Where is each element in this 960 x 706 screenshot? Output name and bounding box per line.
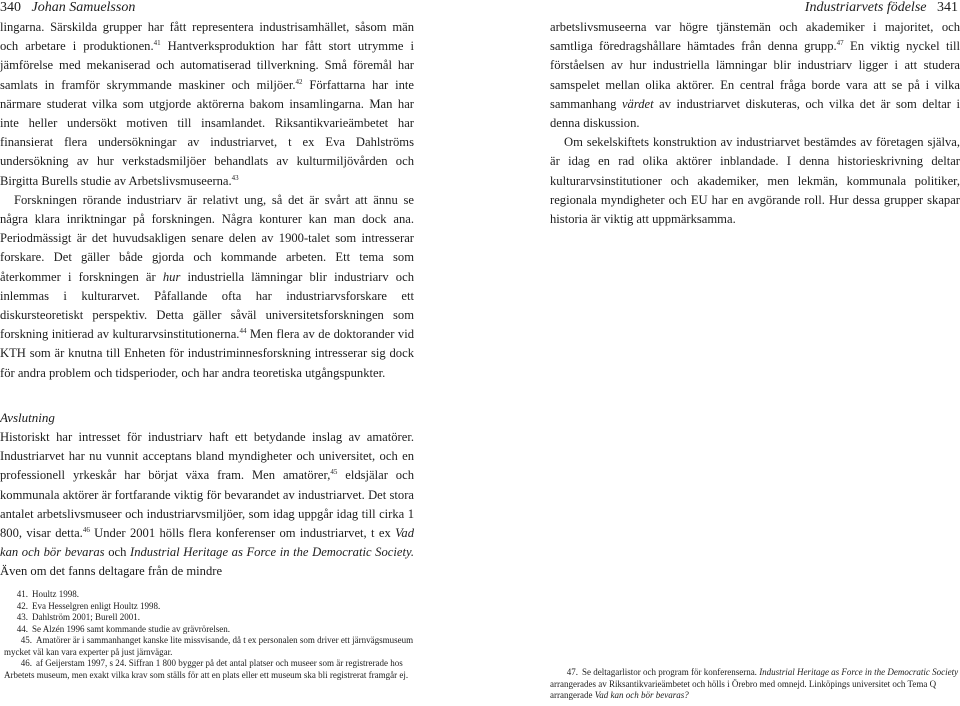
- footnote-ref: 43: [231, 173, 239, 182]
- footnote: 43. Dahlström 2001; Burell 2001.: [16, 612, 140, 622]
- footnote-ref: 44: [239, 327, 247, 336]
- page-number-right: 341: [937, 0, 958, 15]
- footnotes-right: [550, 667, 960, 702]
- footnote: 41. Houltz 1998.: [16, 589, 79, 599]
- page-number-left: 340: [0, 0, 21, 15]
- footnote: 42. Eva Hesselgren enligt Houltz 1998.: [16, 600, 161, 611]
- footnote: 44. Se Alzén 1996 samt kommande studie av grävrörelsen.: [16, 623, 230, 634]
- paragraph: Historiskt har intresset för industriarv haft ett betydande inslag av amatörer. Industriarvet har nu vunnit acceptans bland myndigheter och universitet, och en professionell yrkeskår har börjat växa fram. Men amatörer,$^{45}$ eldsjälar och kommunala aktörer är fortfarande viktig för bevarandet av industriarvet. Det stora antalet arbetslivsmuseer och industriarvsmiljöer, som idag uppgår idag till cirka 1 800, visar detta.$^{46}$ Under 2001 hölls flera konferenser om industriarvet, t ex Vad kan och bör bevaras och Industrial Heritage as Force in the Democratic Society. Även om det fanns deltagare från de mindre: [0, 430, 414, 579]
- running-header-left: [0, 0, 135, 16]
- paragraph: lingarna. Särskilda grupper har fått representera industrisamhället, såsom män och arbetare i produktionen.$^{41}$ Hantverksproduktion har fått stort utrymme i jämförelse med mekaniserad och automatiserad tillverkning. Små föremål har samlats in framför skrymmande maskiner och miljöer.$^{42}$ Författarna har inte närmare studerat vilka som utgjorde aktörerna bakom insamlingarna. Man har inte heller undersökt motiven till insamlandet. Riksantikvarieämbetet har finansierat flera undersökningar av industriarvet, t ex Eva Dahlströms undersökning av hur verkstadsmiljöer behandlats av kulturmiljövården och Birgitta Burells studie av Arbetslivsmuseerna.$^{43}$: [0, 20, 414, 188]
- header-title: Industriarvets födelse: [804, 0, 927, 15]
- footnote: 46. af Geijerstam 1997, s 24. Siffran 1 800 bygger på det antal platser och museer som är registrerade hos Arbetets museum, men exakt vilka krav som ställs för att en plats eller ett museum ska bli registrerat framgår ej.: [4, 658, 409, 680]
- footnotes-left: [0, 589, 424, 681]
- paragraph: Forskningen rörande industriarv är relativt ung, så det är svårt att ännu se några klara inriktningar på forskningen. Några konturer kan man dock ana. Periodmässigt är det huvudsakligen senare delen av 1900-talet som intresserar forskare. Det gäller både gjorda och kommande arbeten. Ett tema som återkommer i forskningen är hur industriella lämningar blir industriarv och inlemmas i kulturarvet. Påfallande ofta har industriarvsforskare ett diskursteoretiskt perspektiv. Detta gäller såväl universitetsforskningen som forskning initierad av kulturarvsinstitutionerna.$^{44}$ Men flera av de doktorander vid KTH som är knutna till Enheten för industriminnesforskning intresserar sig dock för andra problem och tidsperioder, och har andra teoretiska utgångspunkter.: [0, 192, 414, 380]
- paragraph: arbetslivsmuseerna var högre tjänstemän och akademiker i majoritet, och samtliga föredragshållare hämtades från denna grupp.$^{47}$ En viktig nyckel till förståelsen av hur industriella lämningar blir industriarv ligger i att studera samspelet mellan olika aktörer. En central fråga borde vara att se på i vilka sammanhang värdet av industriarvet diskuteras, och vilka det är som deltar i denna diskussion.: [550, 20, 960, 131]
- paragraph: Om sekelskiftets konstruktion av industriarvet bestämdes av företagen själva, är idag en rad olika aktörer inblandade. I denna historieskrivning deltar kulturarvsinstitutioner och akademiker, men lekmän, kommunala politiker, regionala myndigheter och EU har en avgörande roll. Hur dessa grupper skapar historia är viktig att uppmärksamma.: [550, 135, 960, 227]
- footnote: 47. Se deltagarlistor och program för konferenserna. Industrial Heritage as Force in the Democratic Society arrangerades av Riksantikvarieämbetet och hölls i Örebro med omnejd. Linköpings universitet och Tema Q arrangerade Vad kan och bör bevaras?: [550, 667, 959, 700]
- footnote-ref: 45: [330, 468, 338, 477]
- footnote-ref: 41: [153, 39, 161, 48]
- footnote-ref: 47: [836, 39, 844, 48]
- right-column: [550, 18, 960, 229]
- running-header-right: [805, 0, 958, 16]
- section-body: [0, 428, 414, 582]
- footnote-ref: 42: [295, 77, 303, 86]
- footnote-ref: 46: [82, 526, 90, 535]
- footnote: 45. Amatörer är i sammanhanget kanske lite missvisande, då t ex personalen som driver ett järnvägsmuseum mycket väl kan vara experter på just järnvägar.: [4, 635, 414, 657]
- section-heading: Avslutning: [0, 410, 55, 425]
- left-column: [0, 18, 414, 383]
- header-author: Johan Samuelsson: [31, 0, 136, 15]
